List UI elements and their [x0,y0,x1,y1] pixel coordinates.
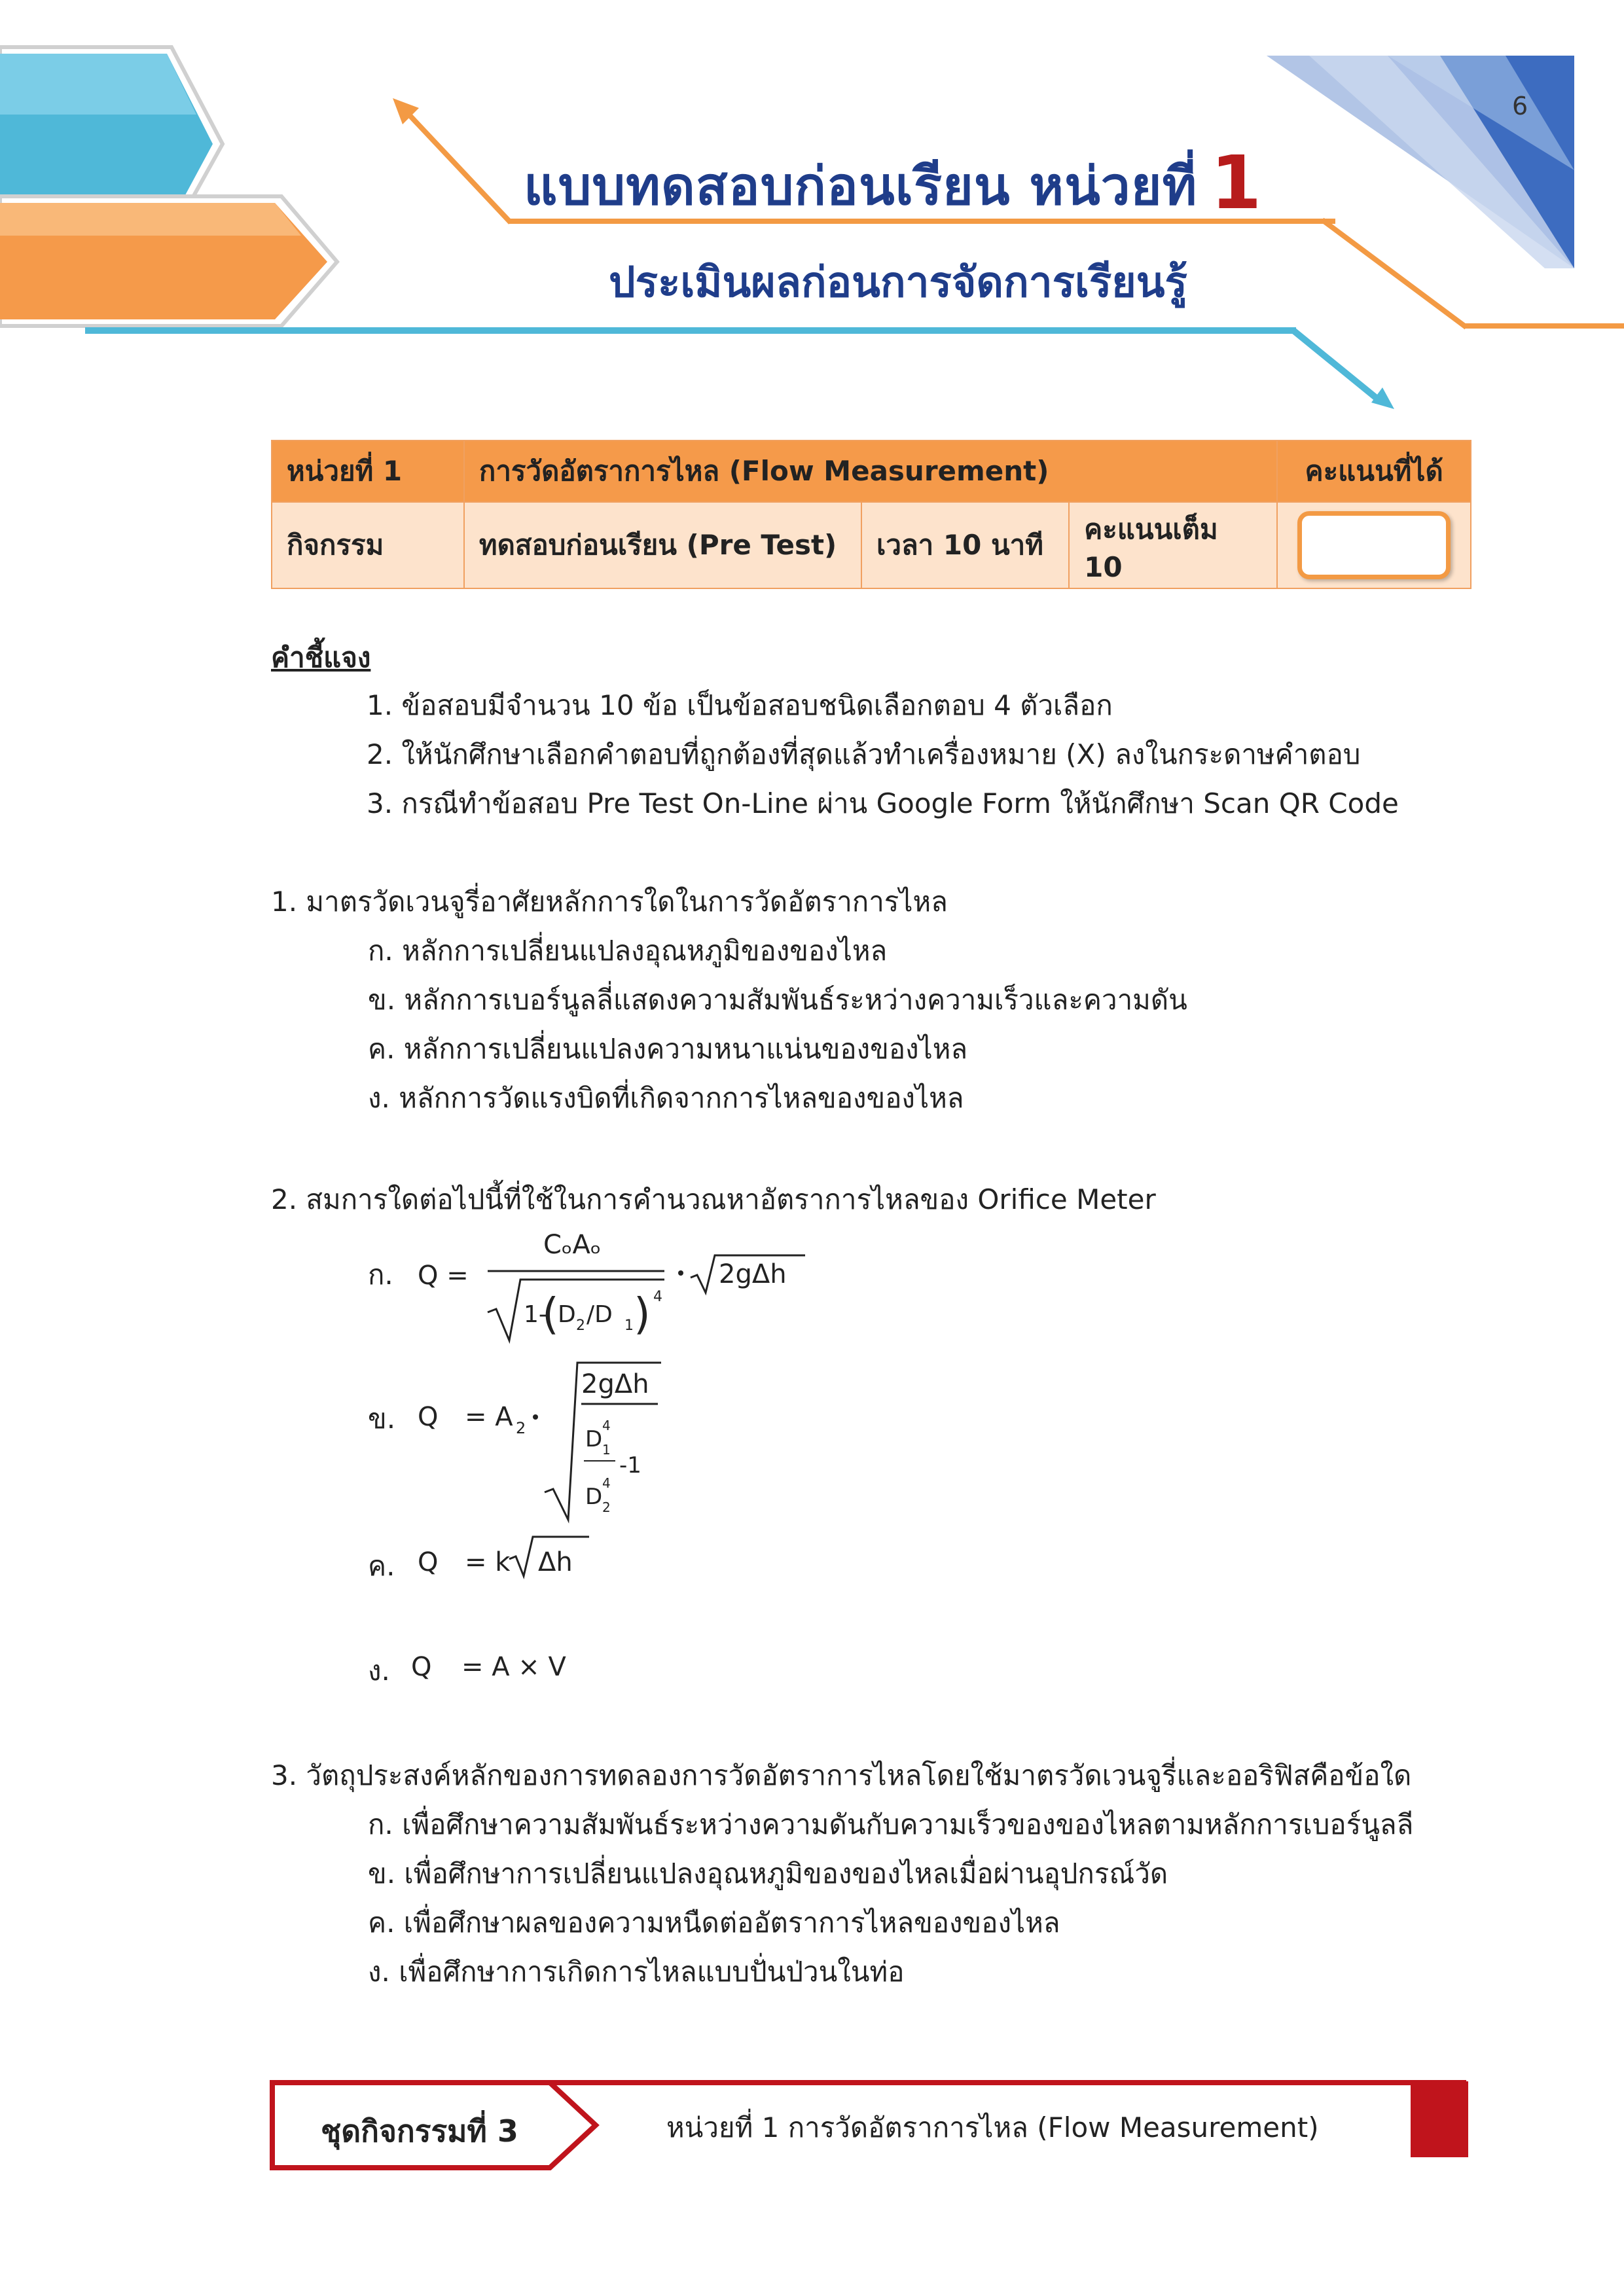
eq-b-d1-pow: 4 [602,1418,611,1433]
question-3-option-d: ง. เพื่อศึกษาการเกิดการไหลแบบปั่นป่วนในท่อ [368,1956,905,1988]
page-subtitle: ประเมินผลก่อนการจัดการเรียนรู้ [609,259,1187,307]
footer-unit-text: หน่วยที่ 1 การวัดอัตราการไหล (Flow Measurement) [666,2111,1319,2144]
question-3-text: 3. วัตถุประสงค์หลักของการทดลองการวัดอัตราการไหลโดยใช้มาตรวัดเวนจูรี่และออริฟิสคือข้อใด [271,1759,1412,1791]
page-title-text: แบบทดสอบก่อนเรียน หน่วยที่ [524,156,1198,217]
eq-a-den-sub1: 1 [624,1318,634,1334]
eq-d-eq: = A × V [461,1652,566,1682]
question-1-text: 1. มาตรวัดเวนจูรี่อาศัยหลักการใดในการวัดอัตราการไหล [271,886,948,918]
eq-a-paren-right: ) [634,1289,651,1339]
page-title-number: 1 [1210,141,1263,226]
question-1-option-a: ก. หลักการเปลี่ยนแปลงอุณหภูมิของของไหล [368,935,888,967]
question-3-option-b: ข. เพื่อศึกษาการเปลี่ยนแปลงอุณหภูมิของของไหลเมื่อผ่านอุปกรณ์วัด [368,1857,1168,1890]
eq-b-d2: D [585,1484,603,1510]
instruction-item: 2. ให้นักศึกษาเลือกคำตอบที่ถูกต้องที่สุดแล้วทำเครื่องหมาย (X) ลงในกระดาษคำตอบ [367,738,1361,770]
instruction-item: 1. ข้อสอบมีจำนวน 10 ข้อ เป็นข้อสอบชนิดเลือกตอบ 4 ตัวเลือก [367,689,1113,721]
footer-activity-label: ชุดกิจกรรมที่ 3 [321,2113,518,2149]
question-2-option-c-label: ค. [368,1550,395,1582]
info-table [271,440,1471,589]
footer-red-block [1411,2081,1468,2157]
eq-a-den-slash: /D [586,1301,613,1328]
time-cell: เวลา 10 นาที [861,502,1069,588]
eq-b-d1: D [585,1426,603,1452]
score-label: คะแนนที่ได้ [1277,440,1471,502]
eq-a-radical: 2gΔh [719,1259,787,1289]
activity-value: ทดสอบก่อนเรียน (Pre Test) [464,502,861,588]
page-number: 6 [1512,92,1528,120]
eq-a-paren-left: ( [542,1289,559,1339]
eq-d-lhs: Q [411,1652,432,1682]
info-row-activity [272,502,1471,588]
info-row-unit [272,440,1471,502]
question-3-option-a: ก. เพื่อศึกษาความสัมพันธ์ระหว่างความดันกับความเร็วของของไหลตามหลักการเบอร์นูลลี [368,1808,1414,1840]
instruction-item: 3. กรณีทำข้อสอบ Pre Test On-Line ผ่าน Google Form ให้นักศึกษา Scan QR Code [367,787,1399,819]
eq-a-den-sub2: 2 [576,1318,585,1334]
question-2-option-b-label: ข. [368,1403,396,1435]
eq-b-d1-sub: 1 [602,1442,611,1458]
question-3-option-c: ค. เพื่อศึกษาผลของความหนืดต่ออัตราการไหลของของไหล [368,1907,1060,1939]
eq-b-d2-pow: 4 [602,1475,611,1491]
score-input-box[interactable] [1297,511,1451,579]
eq-b-lhs: Q [418,1402,439,1432]
question-2-text: 2. สมการใดต่อไปนี้ที่ใช้ในการคำนวณหาอัตราการไหลของ Orifice Meter [271,1183,1156,1215]
unit-title: การวัดอัตราการไหล (Flow Measurement) [464,440,1277,502]
eq-a-lhs: Q = [418,1261,469,1291]
question-1-option-c: ค. หลักการเปลี่ยนแปลงความหนาแน่นของของไหล [368,1033,968,1065]
eq-b-minus: -1 [619,1452,641,1479]
eq-a-numerator: CₒAₒ [543,1230,602,1260]
eq-b-numerator: 2gΔh [581,1369,649,1399]
eq-b-eq: = A [465,1402,513,1432]
eq-c-lhs: Q [418,1547,439,1577]
eq-c-eq: = k [465,1547,511,1577]
page-title [524,141,1262,228]
eq-a-den-d2: D [558,1301,576,1328]
score-box-cell [1277,502,1471,588]
eq-b-sub: 2 [516,1419,526,1437]
instructions-heading: คำชี้แจง [271,641,371,673]
question-1-option-d: ง. หลักการวัดแรงบิดที่เกิดจากการไหลของของไหล [368,1082,964,1114]
question-2-option-a-label: ก. [368,1259,393,1291]
eq-a-den-1: 1- [524,1301,547,1328]
unit-label: หน่วยที่ 1 [272,440,464,502]
header-decoration [0,0,1624,458]
eq-b-d2-sub: 2 [602,1499,611,1515]
eq-a-den-pow: 4 [653,1289,662,1305]
question-2-option-d-label: ง. [368,1655,390,1687]
question-1-option-b: ข. หลักการเบอร์นูลลี่แสดงความสัมพันธ์ระหว่างความเร็วและความดัน [368,984,1187,1016]
question-2-equations [393,1217,1047,1689]
activity-label: กิจกรรม [272,502,464,588]
full-score-cell: คะแนนเต็ม 10 [1069,502,1277,588]
eq-c-radical: Δh [538,1547,573,1577]
